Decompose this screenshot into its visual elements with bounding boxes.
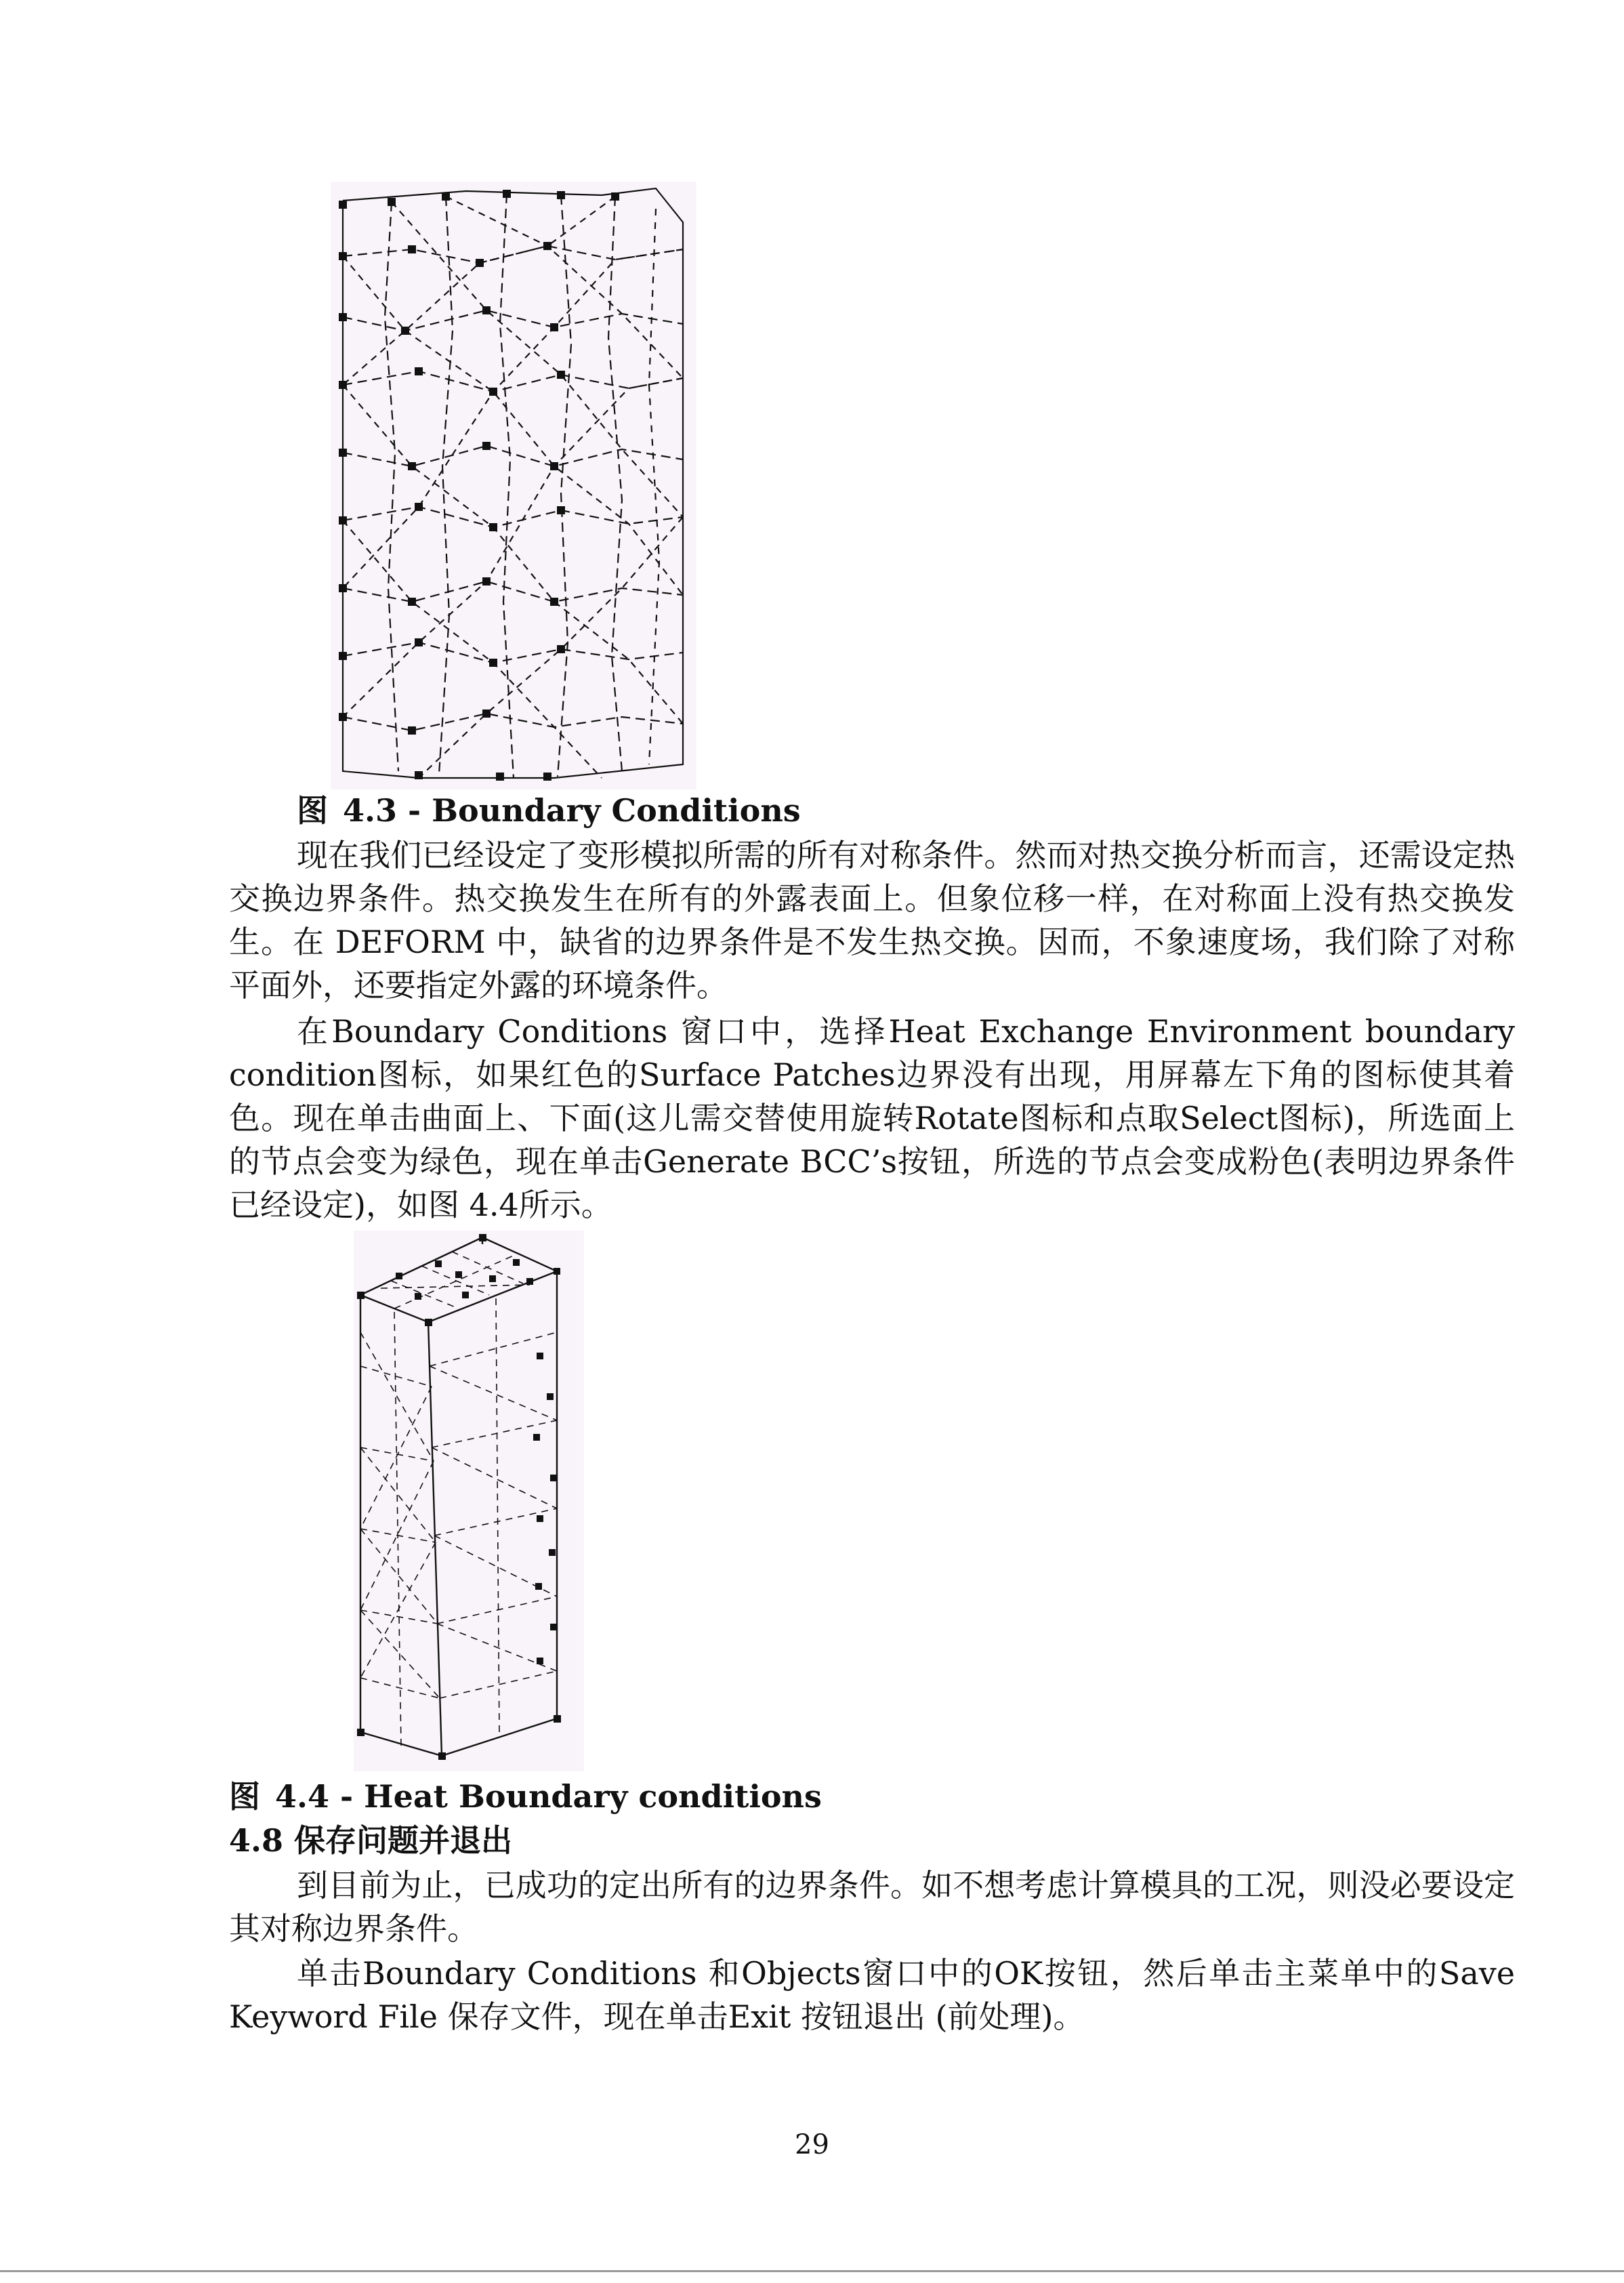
paragraph-boundary-summary: 到目前为止，已成功的定出所有的边界条件。如不想考虑计算模具的工况，则没必要设定其对称边界条件。 bbox=[229, 1867, 1515, 1947]
paragraph-heat-exchange-steps: 在Boundary Conditions 窗口中，选择Heat Exchange Environment boundary condition图标，如果红色的Surface Patches边界没有出现，用屏幕左下角的图标使其着色。现在单击曲面上、下面(这儿需交替使用旋转Rotate图标和点取Select图标)，所选面上的节点会变为绿色，现在单击Generate BCC’s按钮，所选的节点会变成粉色(表明边界条件已经设定)，如图 4.4所示。 bbox=[229, 1013, 1515, 1223]
mesh-drawing-1 bbox=[331, 182, 696, 789]
bottom-divider bbox=[0, 2270, 1624, 2272]
mesh-drawing-2 bbox=[354, 1231, 584, 1771]
figure-caption-text: 4.3 - Boundary Conditions bbox=[343, 792, 801, 829]
mesh-figure-boundary-conditions bbox=[331, 182, 696, 789]
figure-label: 图 bbox=[297, 792, 328, 829]
figure-caption-4-4 bbox=[229, 1776, 822, 1817]
paragraph-heat-exchange-intro: 现在我们已经设定了变形模拟所需的所有对称条件。然而对热交换分析而言，还需设定热交换边界条件。热交换发生在所有的外露表面上。但象位移一样，在对称面上没有热交换发生。在 DEFORM 中，缺省的边界条件是不发生热交换。因而，不象速度场，我们除了对称平面外，还要指定外露的环境条件。 bbox=[229, 837, 1515, 1004]
mesh-figure-heat-boundary bbox=[354, 1231, 584, 1771]
figure-caption-4-3 bbox=[297, 790, 801, 831]
section-heading: 4.8 保存问题并退出 bbox=[229, 1822, 513, 1859]
figure-label: 图 bbox=[229, 1778, 260, 1815]
paragraph-save-and-exit: 单击Boundary Conditions 和Objects窗口中的OK按钮，然后单击主菜单中的Save Keyword File 保存文件，现在单击Exit 按钮退出 (前处理)。 bbox=[229, 1955, 1515, 2035]
page-number: 29 bbox=[795, 2129, 829, 2160]
figure-caption-text: 4.4 - Heat Boundary conditions bbox=[275, 1778, 822, 1815]
